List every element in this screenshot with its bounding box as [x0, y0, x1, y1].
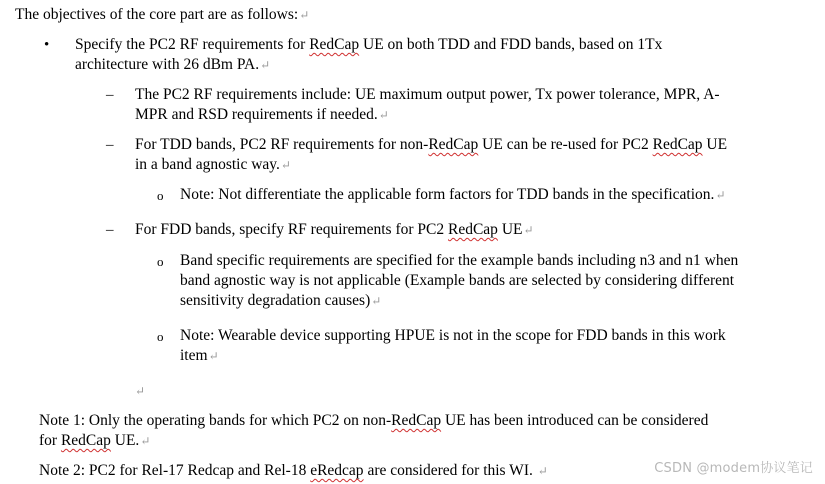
bullet-marker: •: [44, 37, 50, 53]
note2-line1: Note 2: PC2 for Rel-17 Redcap and Rel-18 eRedcap are considered for this WI. ↵: [39, 462, 548, 479]
spellcheck-word: RedCap: [309, 36, 360, 53]
empty-paragraph: [134, 381, 145, 401]
spellcheck-word: RedCap: [60, 432, 111, 449]
dash-marker: –: [106, 137, 114, 153]
dash3-line1: For FDD bands, specify RF requirements for PC2 RedCap UE↵: [135, 221, 534, 238]
circ3-line1: Note: Wearable device supporting HPUE is not in the scope for FDD bands in this work: [180, 327, 726, 344]
spellcheck-word: RedCap: [428, 136, 479, 153]
note1-line1: Note 1: Only the operating bands for which PC2 on non-RedCap UE has been introduced can be considered: [39, 412, 709, 429]
circle-marker: o: [157, 188, 164, 203]
spellcheck-word: eRedcap: [310, 462, 364, 479]
paragraph-mark: ↵: [715, 188, 726, 202]
circle-marker: o: [157, 254, 164, 269]
paragraph-mark: ↵: [280, 158, 291, 172]
circ1-line1: Note: Not differentiate the applicable form factors for TDD bands in the specification.↵: [180, 186, 726, 203]
dash2-line1: For TDD bands, PC2 RF requirements for non-RedCap UE can be re-used for PC2 RedCap UE: [135, 136, 728, 153]
circ2-line1: Band specific requirements are specified for the example bands including n3 and n1 when: [180, 252, 739, 269]
dash-marker: –: [106, 87, 114, 103]
intro-text: [15, 5, 309, 25]
dash1-line1: The PC2 RF requirements include: UE maximum output power, Tx power tolerance, MPR, A-: [135, 86, 720, 103]
spellcheck-word: RedCap: [391, 412, 442, 429]
circ3-line2: item↵: [180, 347, 219, 364]
paragraph-mark: ↵: [523, 223, 534, 237]
paragraph-mark: ↵: [135, 384, 146, 398]
watermark: CSDN @modem协议笔记: [654, 461, 813, 476]
circ2-line3: sensitivity degradation causes)↵: [180, 292, 382, 309]
bullet1-line1: Specify the PC2 RF requirements for RedCap UE on both TDD and FDD bands, based on 1Tx: [75, 36, 663, 53]
bullet1-line2: architecture with 26 dBm PA.↵: [75, 56, 271, 73]
spellcheck-word: RedCap: [448, 221, 498, 238]
paragraph-mark: ↵: [537, 464, 548, 478]
paragraph-mark: ↵: [260, 58, 271, 72]
paragraph-mark: ↵: [378, 108, 389, 122]
paragraph-mark: ↵: [299, 8, 310, 22]
intro-label: The objectives of the core part are as follows:: [15, 6, 299, 23]
spellcheck-word: RedCap: [652, 136, 703, 153]
paragraph-mark: ↵: [208, 349, 219, 363]
dash1-line2: MPR and RSD requirements if needed.↵: [135, 106, 389, 123]
dash-marker: –: [106, 222, 114, 238]
paragraph-mark: ↵: [371, 294, 382, 308]
circ2-line2: band agnostic way is not applicable (Example bands are selected by considering different: [180, 272, 735, 289]
circle-marker: o: [157, 329, 164, 344]
note1-line2: for RedCap UE.↵: [39, 432, 151, 449]
dash2-line2: in a band agnostic way.↵: [135, 156, 291, 173]
paragraph-mark: ↵: [140, 434, 151, 448]
